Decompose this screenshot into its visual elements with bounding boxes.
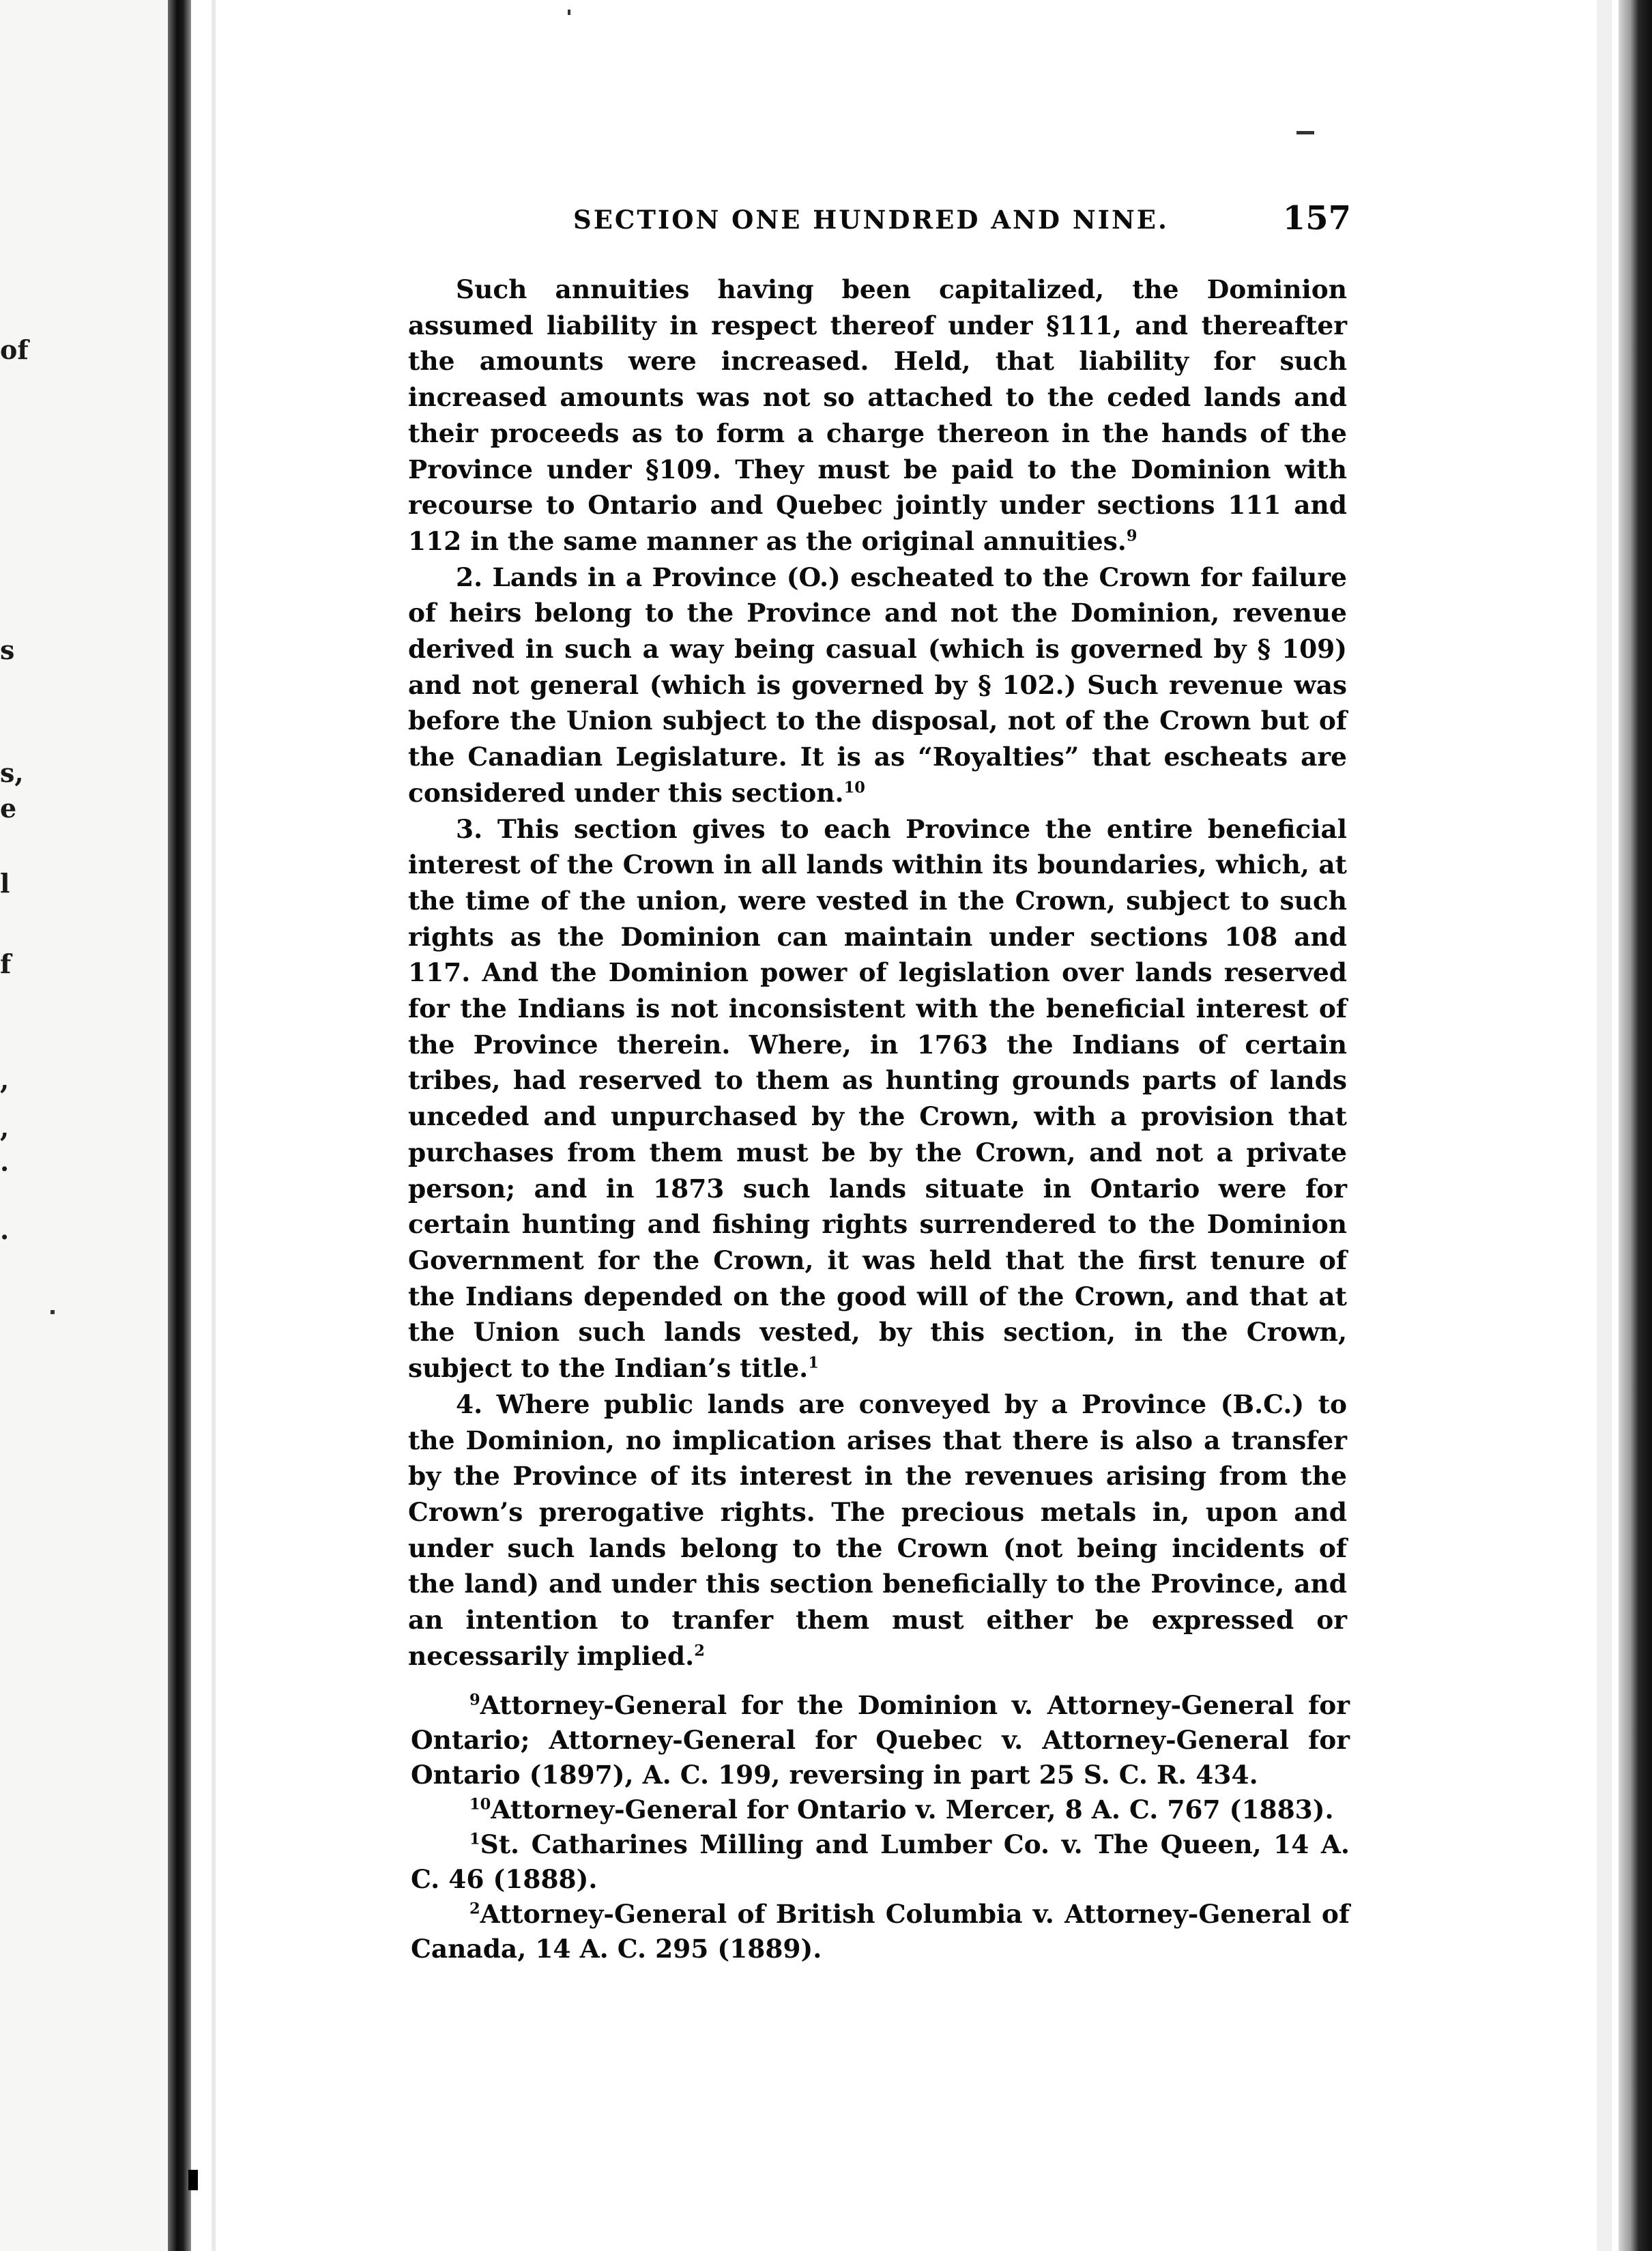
running-title: SECTION ONE HUNDRED AND NINE. xyxy=(573,205,1169,235)
scan-speck xyxy=(50,1310,55,1314)
paragraph-text: 3. This section gives to each Province the entire beneficial interest of the Crown in all lands within its boundaries, which, at the time of the union, were vested in the Crown, subject to such rights as the Dominion can maintain under sections 108 and 117. And the Dominion power of legislation over lands reserved for the Indians is not inconsistent with the beneficial interest of the Province therein. Where, in 1763 the Indians of certain tribes, had reserved to them as hunting grounds parts of lands unceded and unpurchased by the Crown, with a provision that purchases from them must be by the Crown, and not a private person; and in 1873 such lands situate in Ontario were for certain hunting and fishing rights surrendered to the Dominion Government for the Crown, it was held that the first tenure of the Indians depended on the good will of the Crown, and that at the Union such lands vested, by this section, in the Crown, subject to the Indian’s title. xyxy=(408,813,1347,1384)
footnote-reference: 1 xyxy=(808,1354,819,1372)
footnote-mark: 2 xyxy=(469,1900,480,1918)
facing-page-fragment: f xyxy=(0,948,12,979)
footnote-reference: 2 xyxy=(694,1642,705,1660)
footnote xyxy=(411,1897,1350,1966)
facing-page-fragment: . xyxy=(0,1215,10,1245)
footnote xyxy=(411,1688,1350,1792)
page-edge-shadow xyxy=(1619,0,1652,2251)
scan-speck xyxy=(188,2170,198,2190)
footnote-reference: 10 xyxy=(843,779,865,797)
footnote-mark: 9 xyxy=(469,1691,480,1709)
facing-page-fragment: e xyxy=(0,793,17,824)
footnote xyxy=(411,1792,1350,1827)
paragraph xyxy=(408,272,1347,560)
facing-page-fragment: . xyxy=(0,1146,10,1177)
paragraph xyxy=(408,1386,1347,1674)
gutter-highlight xyxy=(212,0,216,2251)
paragraph-text: 4. Where public lands are conveyed by a Province (B.C.) to the Dominion, no implication arises that there is also a transfer by the Province of its interest in the revenues arising from the Crown’s prerogative rights. The precious metals in, upon and under such lands belong to the Crown (not being incidents of the land) and under this section beneficially to the Province, and an intention to tranfer them must either be expressed or necessarily implied. xyxy=(408,1389,1347,1671)
binding-gutter xyxy=(168,0,191,2251)
scan-speck xyxy=(1296,131,1314,134)
facing-page-fragment: , xyxy=(0,1064,10,1095)
running-header xyxy=(409,199,1351,246)
footnote-mark: 10 xyxy=(469,1795,491,1814)
footnote-reference: 9 xyxy=(1126,527,1137,545)
facing-page-fragment: s, xyxy=(0,757,24,788)
paragraph-text: Such annuities having been capitalized, the Dominion assumed liability in respect thereof under §111, and thereafter the amounts were increased. Held, that liability for such increased amounts was not so attached to the ceded lands and their proceeds as to form a charge thereon in the hands of the Province under §109. They must be paid to the Dominion with recourse to Ontario and Quebec jointly under sections 111 and 112 in the same manner as the original annuities. xyxy=(408,274,1347,556)
footnote-text: Attorney-General of British Columbia v. Attorney-General of Canada, 14 A. C. 295 (1889). xyxy=(411,1899,1350,1964)
scan-speck xyxy=(568,10,570,15)
page-edge-highlight xyxy=(1597,0,1612,2251)
paragraph xyxy=(408,560,1347,811)
footnote xyxy=(411,1827,1350,1897)
facing-page-fragment: l xyxy=(0,868,10,899)
paragraph xyxy=(408,811,1347,1386)
facing-page-fragment: of xyxy=(0,334,29,365)
footnotes xyxy=(411,1688,1350,1966)
main-text xyxy=(408,272,1347,1674)
footnote-text: St. Catharines Milling and Lumber Co. v. The Queen, 14 A. C. 46 (1888). xyxy=(411,1829,1350,1894)
footnote-text: Attorney-General for the Dominion v. Attorney-General for Ontario; Attorney-General for Quebec v. Attorney-General for Ontario (1897), A. C. 199, reversing in part 25 S. C. R. 434. xyxy=(411,1690,1350,1790)
facing-page-fragment: , xyxy=(0,1112,10,1143)
paragraph-text: 2. Lands in a Province (O.) escheated to the Crown for failure of heirs belong to the Province and not the Dominion, revenue derived in such a way being casual (which is governed by § 109) and not general (which is governed by § 102.) Such revenue was before the Union subject to the disposal, not of the Crown but of the Canadian Legislature. It is as “Royalties” that escheats are considered under this section. xyxy=(408,562,1347,808)
footnote-mark: 1 xyxy=(469,1830,480,1848)
facing-page-fragment: s xyxy=(0,635,15,665)
page-number: 157 xyxy=(1282,199,1351,237)
facing-page-edge xyxy=(0,0,184,2251)
footnote-text: Attorney-General for Ontario v. Mercer, 8 A. C. 767 (1883). xyxy=(491,1795,1334,1825)
